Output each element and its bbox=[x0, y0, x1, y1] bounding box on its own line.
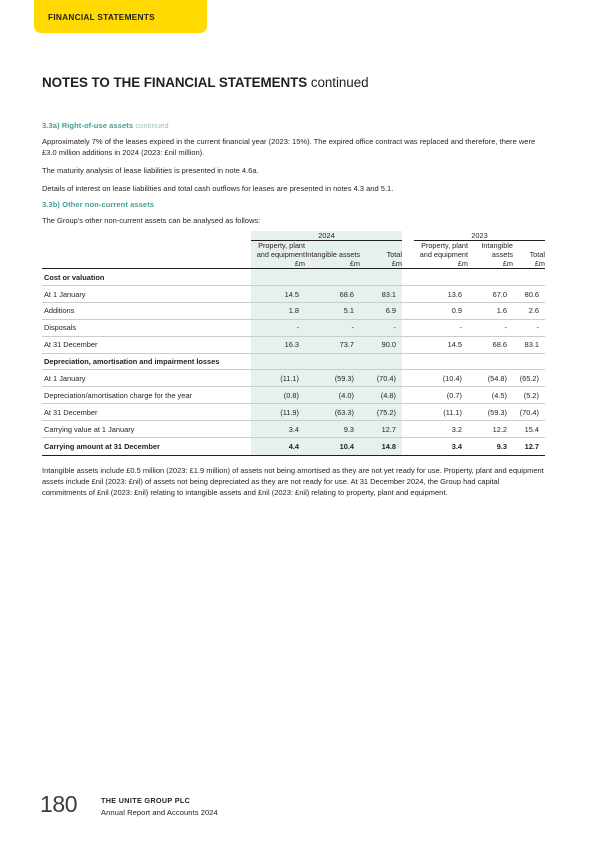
table-row bbox=[42, 286, 545, 303]
row-value: 2.6 bbox=[513, 302, 545, 319]
row-label: At 31 December bbox=[42, 336, 251, 353]
row-gap bbox=[402, 336, 414, 353]
unit-header-gap bbox=[402, 259, 414, 269]
row-value: 6.9 bbox=[360, 302, 402, 319]
column-header-total-2024: Total bbox=[360, 240, 402, 259]
note-3-3a-heading-continued: continued bbox=[135, 121, 169, 130]
row-value: (5.2) bbox=[513, 387, 545, 404]
row-value: (54.8) bbox=[468, 370, 513, 387]
section-cell bbox=[402, 269, 414, 286]
row-label: Additions bbox=[42, 302, 251, 319]
unit-header-intangible-2024: £m bbox=[305, 259, 360, 269]
table-row bbox=[42, 404, 545, 421]
row-value: 1.6 bbox=[468, 302, 513, 319]
section-cell bbox=[414, 269, 468, 286]
row-label: At 31 December bbox=[42, 404, 251, 421]
row-value: 73.7 bbox=[305, 336, 360, 353]
footer-report-title: Annual Report and Accounts 2024 bbox=[101, 807, 218, 817]
row-value: - bbox=[468, 319, 513, 336]
page-content bbox=[42, 121, 545, 499]
row-value: 3.2 bbox=[414, 421, 468, 438]
note-3-3a-heading bbox=[42, 121, 545, 130]
table-total-row bbox=[42, 438, 545, 456]
row-value: 9.3 bbox=[305, 421, 360, 438]
row-value: (75.2) bbox=[360, 404, 402, 421]
section-tab bbox=[34, 0, 207, 33]
row-gap bbox=[402, 421, 414, 438]
row-value: 90.0 bbox=[360, 336, 402, 353]
row-value: 83.1 bbox=[513, 336, 545, 353]
row-value: 67.0 bbox=[468, 286, 513, 303]
row-value: (59.3) bbox=[305, 370, 360, 387]
page-footer bbox=[0, 785, 600, 829]
row-value: - bbox=[305, 319, 360, 336]
total-row-value: 14.8 bbox=[360, 438, 402, 456]
row-value: 12.7 bbox=[360, 421, 402, 438]
table-section-header-row bbox=[42, 269, 545, 286]
section-cell bbox=[513, 353, 545, 370]
total-row-value: 12.7 bbox=[513, 438, 545, 456]
page-number: 180 bbox=[40, 791, 78, 817]
row-value: 14.5 bbox=[414, 336, 468, 353]
table-row bbox=[42, 370, 545, 387]
row-value: (0.7) bbox=[414, 387, 468, 404]
row-value: - bbox=[360, 319, 402, 336]
row-value: 80.6 bbox=[513, 286, 545, 303]
unit-header-spacer bbox=[42, 259, 251, 269]
unit-header-total-2024: £m bbox=[360, 259, 402, 269]
year-group-spacer bbox=[42, 231, 251, 241]
row-value: 3.4 bbox=[251, 421, 305, 438]
year-group-2023: 2023 bbox=[414, 231, 545, 241]
column-header-ppe-2024: Property, plant and equipment bbox=[251, 240, 305, 259]
section-cell bbox=[251, 353, 305, 370]
total-row-value: 10.4 bbox=[305, 438, 360, 456]
note-3-3a-paragraph-1: Approximately 7% of the leases expired in the current financial year (2023: 15%). The expired office contract was replaced and therefore, there were £3.0 million additions in 2024 (2023: £nil million). bbox=[42, 137, 536, 158]
row-value: 16.3 bbox=[251, 336, 305, 353]
row-value: 13.6 bbox=[414, 286, 468, 303]
total-row-value: 4.4 bbox=[251, 438, 305, 456]
section-cell bbox=[402, 353, 414, 370]
note-3-3b-footnote: Intangible assets include £0.5 million (2023: £1.9 million) of assets not being amortised as they are not yet ready for use. Property, plant and equipment assets include £nil (2023: £nil) of assets not being depreciated as they are not ready for use. At 31 December 2024, the Group had capital commitments of £nil (2023: £nil) relating to intangible assets and £nil (2023: £nil) relating to property, plant and equipment. bbox=[42, 466, 544, 498]
row-value: (4.5) bbox=[468, 387, 513, 404]
row-label: At 1 January bbox=[42, 286, 251, 303]
note-3-3b-intro: The Group's other non-current assets can be analysed as follows: bbox=[42, 216, 261, 226]
total-row-label: Carrying amount at 31 December bbox=[42, 438, 251, 456]
row-gap bbox=[402, 387, 414, 404]
row-value: 14.5 bbox=[251, 286, 305, 303]
row-value: 83.1 bbox=[360, 286, 402, 303]
section-cell bbox=[414, 353, 468, 370]
table-row bbox=[42, 319, 545, 336]
year-group-gap bbox=[402, 231, 414, 241]
row-gap bbox=[402, 302, 414, 319]
table-section-header-row bbox=[42, 353, 545, 370]
unit-header-total-2023: £m bbox=[513, 259, 545, 269]
section-cell bbox=[305, 353, 360, 370]
row-value: (65.2) bbox=[513, 370, 545, 387]
row-label: Disposals bbox=[42, 319, 251, 336]
row-value: (59.3) bbox=[468, 404, 513, 421]
row-gap bbox=[402, 286, 414, 303]
row-value: - bbox=[414, 319, 468, 336]
column-header-total-2023: Total bbox=[529, 249, 545, 259]
column-header-ppe-2023: Property, plant and equipment bbox=[419, 240, 468, 259]
total-row-value: 9.3 bbox=[468, 438, 513, 456]
table-row bbox=[42, 336, 545, 353]
page-title-main: NOTES TO THE FINANCIAL STATEMENTS bbox=[42, 75, 308, 90]
note-3-3a-paragraph-3: Details of interest on lease liabilities and total cash outflows for leases are presented in notes 4.3 and 5.1. bbox=[42, 183, 394, 193]
note-3-3b-heading-text: 3.3b) Other non-current assets bbox=[42, 200, 155, 210]
note-3-3a-paragraph-2: The maturity analysis of lease liabilities is presented in note 4.6a. bbox=[42, 165, 259, 175]
section-title-cost-or-valuation: Cost or valuation bbox=[42, 269, 251, 286]
table-unit-header-row bbox=[42, 259, 545, 269]
row-value: 0.9 bbox=[414, 302, 468, 319]
note-3-3a-heading-text: 3.3a) Right-of-use assets bbox=[42, 121, 134, 130]
row-value: (4.0) bbox=[305, 387, 360, 404]
row-gap bbox=[402, 404, 414, 421]
row-value: (11.9) bbox=[251, 404, 305, 421]
row-label: Depreciation/amortisation charge for the year bbox=[42, 387, 251, 404]
section-cell bbox=[360, 353, 402, 370]
year-group-2024: 2024 bbox=[251, 231, 402, 241]
table-column-header-row bbox=[42, 240, 545, 259]
table-row bbox=[42, 302, 545, 319]
total-row-value: 3.4 bbox=[414, 438, 468, 456]
section-cell bbox=[305, 269, 360, 286]
page-title-continued: continued bbox=[310, 75, 369, 90]
column-header-gap bbox=[402, 240, 414, 259]
row-value: (70.4) bbox=[513, 404, 545, 421]
section-tab-label: FINANCIAL STATEMENTS bbox=[48, 11, 155, 22]
section-cell bbox=[468, 353, 513, 370]
row-value: 68.6 bbox=[468, 336, 513, 353]
section-cell bbox=[468, 269, 513, 286]
row-value: 1.8 bbox=[251, 302, 305, 319]
row-value: (11.1) bbox=[414, 404, 468, 421]
row-value: - bbox=[513, 319, 545, 336]
column-header-intangible-2024: Intangible assets bbox=[305, 240, 360, 259]
footer-text bbox=[101, 796, 218, 817]
table-row bbox=[42, 387, 545, 404]
column-header-spacer bbox=[42, 240, 251, 259]
row-value: (70.4) bbox=[360, 370, 402, 387]
row-value: (63.3) bbox=[305, 404, 360, 421]
section-cell bbox=[360, 269, 402, 286]
unit-header-ppe-2023: £m bbox=[414, 259, 468, 269]
row-value: (11.1) bbox=[251, 370, 305, 387]
total-row-gap bbox=[402, 438, 414, 456]
row-label: At 1 January bbox=[42, 370, 251, 387]
section-title-depreciation: Depreciation, amortisation and impairment losses bbox=[42, 353, 251, 370]
row-value: 5.1 bbox=[305, 302, 360, 319]
table-year-group-row bbox=[42, 231, 545, 241]
row-value: - bbox=[251, 319, 305, 336]
section-cell bbox=[251, 269, 305, 286]
row-value: (0.8) bbox=[251, 387, 305, 404]
row-value: 12.2 bbox=[468, 421, 513, 438]
section-cell bbox=[513, 269, 545, 286]
row-label: Carrying value at 1 January bbox=[42, 421, 251, 438]
column-header-intangible-2023: Intangible assets bbox=[481, 240, 513, 259]
row-value: (4.8) bbox=[360, 387, 402, 404]
table-row bbox=[42, 421, 545, 438]
row-gap bbox=[402, 370, 414, 387]
other-non-current-assets-table bbox=[42, 231, 545, 457]
unit-header-intangible-2023: £m bbox=[468, 259, 513, 269]
unit-header-ppe-2024: £m bbox=[251, 259, 305, 269]
footer-company-name: THE UNITE GROUP PLC bbox=[101, 796, 191, 805]
page-title bbox=[42, 75, 368, 90]
row-value: (10.4) bbox=[414, 370, 468, 387]
row-value: 15.4 bbox=[513, 421, 545, 438]
note-3-3b-heading bbox=[42, 200, 545, 209]
row-value: 68.6 bbox=[305, 286, 360, 303]
row-gap bbox=[402, 319, 414, 336]
